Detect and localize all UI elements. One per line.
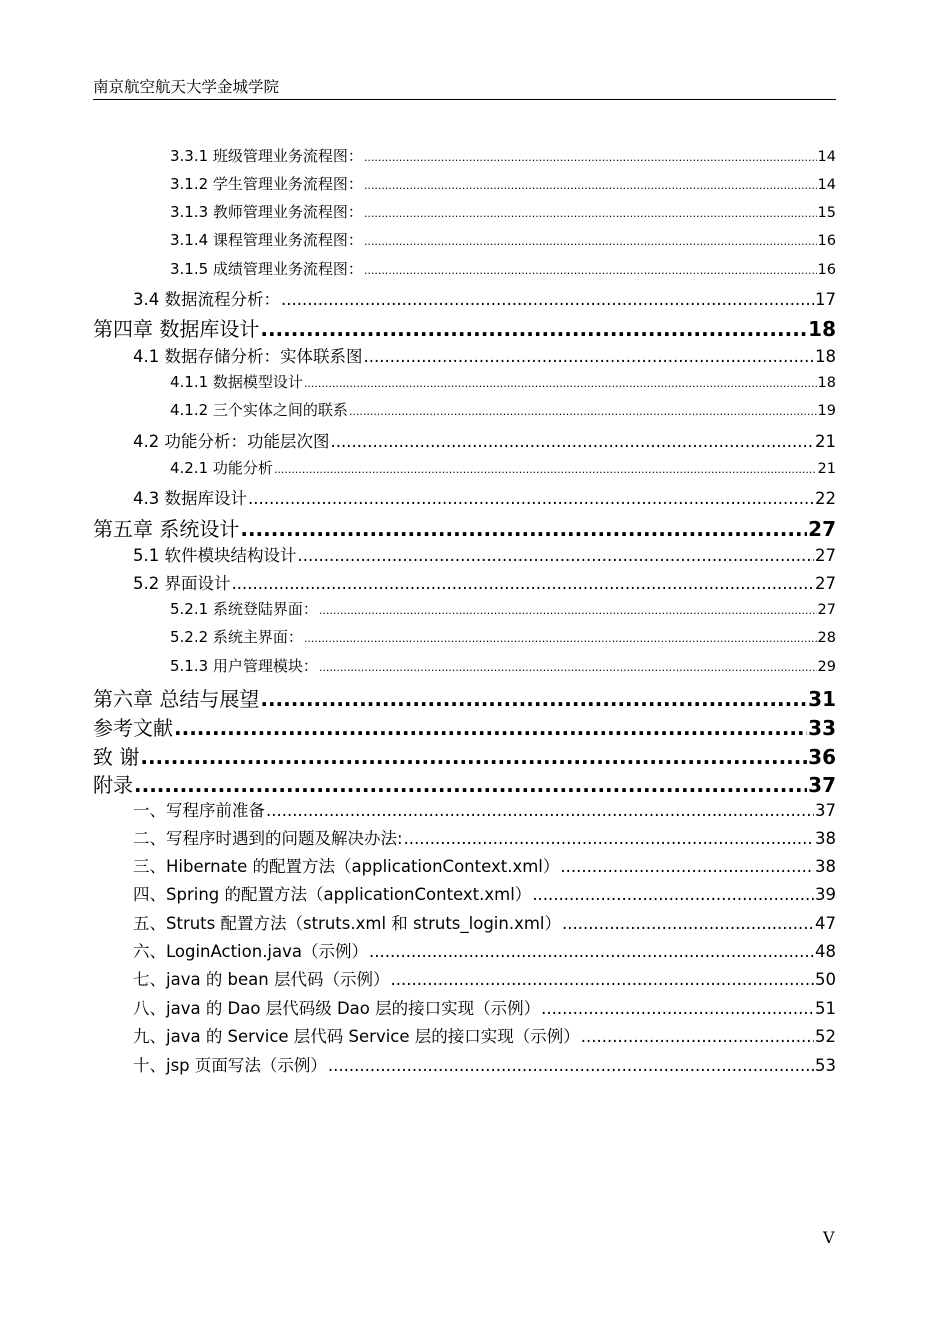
toc-entry[interactable]: [133, 995, 836, 1019]
toc-leader-dots: [274, 463, 817, 476]
toc-entry-label: 六、LoginAction.java（示例）: [133, 942, 369, 961]
toc-entry-label: 致 谢: [93, 745, 140, 769]
toc-entry-label: 3.1.5 成绩管理业务流程图：: [170, 260, 363, 278]
toc-entry-page: 48: [815, 942, 836, 961]
toc-entry[interactable]: [133, 570, 836, 594]
toc-entry-page: 29: [817, 659, 836, 675]
toc-leader-dots: [369, 942, 814, 961]
toc-entry[interactable]: [170, 655, 836, 676]
toc-entry-page: 27: [815, 574, 836, 593]
toc-entry[interactable]: [93, 769, 836, 798]
toc-entry-page: 18: [817, 375, 836, 391]
toc-entry-label: 4.2.1 功能分析: [170, 459, 273, 477]
toc-leader-dots: [364, 207, 817, 220]
toc-entry-page: 38: [815, 857, 836, 876]
toc-entry[interactable]: [133, 938, 836, 962]
toc-entry-label: 4.1.1 数据模型设计: [170, 373, 303, 391]
toc-entry-label: 八、java 的 Dao 层代码级 Dao 层的接口实现（示例）: [133, 999, 541, 1018]
toc-entry-page: 21: [817, 461, 836, 477]
toc-entry-page: 51: [815, 999, 836, 1018]
toc-entry[interactable]: [93, 712, 836, 741]
toc-entry-label: 九、java 的 Service 层代码 Service 层的接口实现（示例）: [133, 1027, 580, 1046]
toc-entry-page: 19: [817, 403, 836, 419]
toc-entry-page: 33: [808, 716, 836, 740]
toc-entry[interactable]: [170, 201, 836, 222]
toc-entry-page: 31: [808, 687, 836, 711]
toc-leader-dots: [304, 632, 817, 645]
toc-entry[interactable]: [133, 797, 836, 821]
toc-entry-label: 5.2 界面设计: [133, 574, 231, 593]
toc-entry-page: 15: [817, 205, 836, 221]
toc-entry[interactable]: [170, 229, 836, 250]
toc-entry[interactable]: [133, 853, 836, 877]
toc-entry[interactable]: [93, 513, 836, 542]
toc-entry-label: 4.1.2 三个实体之间的联系: [170, 401, 348, 419]
toc-entry[interactable]: [170, 173, 836, 194]
toc-leader-dots: [281, 290, 814, 309]
toc-entry-page: 37: [815, 801, 836, 820]
toc-entry[interactable]: [133, 1052, 836, 1076]
toc-entry-label: 七、java 的 bean 层代码（示例）: [133, 970, 390, 989]
toc-leader-dots: [174, 716, 807, 740]
toc-leader-dots: [232, 574, 815, 593]
toc-entry-label: 4.2 功能分析：功能层次图: [133, 432, 330, 451]
toc-entry[interactable]: [170, 598, 836, 619]
toc-leader-dots: [248, 489, 814, 508]
toc-entry-label: 3.1.3 教师管理业务流程图：: [170, 203, 363, 221]
toc-entry[interactable]: [133, 966, 836, 990]
toc-leader-dots: [260, 687, 807, 711]
toc-leader-dots: [328, 1056, 814, 1075]
toc-leader-dots: [391, 970, 815, 989]
toc-entry-label: 3.1.2 学生管理业务流程图：: [170, 175, 363, 193]
toc-entry-label: 3.4 数据流程分析：: [133, 290, 280, 309]
toc-entry-page: 18: [808, 317, 836, 341]
toc-entry[interactable]: [133, 881, 836, 905]
toc-leader-dots: [364, 347, 815, 366]
toc-leader-dots: [134, 773, 807, 797]
toc-leader-dots: [349, 405, 817, 418]
toc-leader-dots: [560, 857, 814, 876]
toc-leader-dots: [319, 604, 817, 617]
toc-entry[interactable]: [133, 542, 836, 566]
toc-entry-label: 第四章 数据库设计: [93, 317, 260, 341]
toc-leader-dots: [364, 264, 817, 277]
toc-entry-page: 27: [808, 517, 836, 541]
toc-entry[interactable]: [170, 145, 836, 166]
toc-entry-label: 5.1 软件模块结构设计: [133, 546, 297, 565]
toc-entry[interactable]: [170, 457, 836, 478]
toc-entry[interactable]: [133, 343, 836, 367]
toc-entry-page: 52: [815, 1027, 836, 1046]
toc-entry-page: 14: [817, 149, 836, 165]
toc-entry-page: 16: [817, 262, 836, 278]
toc-entry-page: 36: [808, 745, 836, 769]
toc-entry-page: 27: [815, 546, 836, 565]
toc-leader-dots: [364, 151, 817, 164]
toc-entry-page: 47: [815, 914, 836, 933]
toc-entry-label: 十、jsp 页面写法（示例）: [133, 1056, 327, 1075]
toc-entry-page: 18: [815, 347, 836, 366]
toc-entry-page: 17: [815, 290, 836, 309]
toc-entry-label: 第六章 总结与展望: [93, 687, 260, 711]
toc-entry[interactable]: [170, 258, 836, 279]
toc-entry-label: 3.1.4 课程管理业务流程图：: [170, 231, 363, 249]
toc-leader-dots: [331, 432, 815, 451]
toc-entry-label: 一、写程序前准备: [133, 801, 265, 820]
toc-leader-dots: [140, 745, 807, 769]
toc-leader-dots: [404, 829, 814, 848]
toc-leader-dots: [581, 1027, 814, 1046]
page-number: V: [823, 1228, 835, 1247]
toc-entry-page: 28: [817, 630, 836, 646]
toc-entry-label: 附录: [93, 773, 133, 797]
toc-entry[interactable]: [133, 485, 836, 509]
toc-entry[interactable]: [170, 371, 836, 392]
toc-entry[interactable]: [93, 683, 836, 712]
toc-entry-page: 38: [815, 829, 836, 848]
toc-leader-dots: [364, 235, 817, 248]
toc-entry-page: 53: [815, 1056, 836, 1075]
toc-leader-dots: [240, 517, 807, 541]
toc-leader-dots: [541, 999, 814, 1018]
toc-entry[interactable]: [93, 741, 836, 770]
toc-leader-dots: [304, 377, 817, 390]
toc-entry-page: 39: [815, 885, 836, 904]
toc-leader-dots: [319, 661, 817, 674]
toc-entry[interactable]: [133, 1023, 836, 1047]
toc-entry-label: 参考文献: [93, 716, 173, 740]
toc-leader-dots: [266, 801, 814, 820]
toc-entry-label: 5.1.3 用户管理模块：: [170, 657, 318, 675]
toc-leader-dots: [260, 317, 807, 341]
toc-entry-label: 4.3 数据库设计: [133, 489, 247, 508]
toc-entry-label: 第五章 系统设计: [93, 517, 240, 541]
toc-entry-label: 五、Struts 配置方法（struts.xml 和 struts_login.xml）: [133, 914, 562, 933]
toc-entry-label: 4.1 数据存储分析：实体联系图: [133, 347, 363, 366]
toc-leader-dots: [364, 179, 817, 192]
toc-entry[interactable]: [133, 286, 836, 310]
toc-entry-page: 27: [817, 602, 836, 618]
toc-entry-label: 四、Spring 的配置方法（applicationContext.xml）: [133, 885, 532, 904]
toc-entry-label: 3.3.1 班级管理业务流程图：: [170, 147, 363, 165]
toc-entry[interactable]: [133, 428, 836, 452]
toc-leader-dots: [532, 885, 814, 904]
toc-entry-label: 5.2.2 系统主界面：: [170, 628, 303, 646]
toc-entry-label: 二、写程序时遇到的问题及解决办法:: [133, 829, 403, 848]
toc-entry[interactable]: [133, 825, 836, 849]
toc-entry[interactable]: [133, 910, 836, 934]
toc-entry-label: 三、Hibernate 的配置方法（applicationContext.xml）: [133, 857, 560, 876]
toc-entry[interactable]: [170, 399, 836, 420]
toc-entry[interactable]: [93, 313, 836, 342]
toc-leader-dots: [562, 914, 814, 933]
running-header: 南京航空航天大学金城学院: [93, 78, 280, 96]
toc-entry-page: 16: [817, 233, 836, 249]
toc-entry-page: 50: [815, 970, 836, 989]
toc-entry-page: 22: [815, 489, 836, 508]
toc-entry-label: 5.2.1 系统登陆界面：: [170, 600, 318, 618]
toc-leader-dots: [298, 546, 815, 565]
toc-entry-page: 14: [817, 177, 836, 193]
toc-entry-page: 21: [815, 432, 836, 451]
toc-entry[interactable]: [170, 626, 836, 647]
toc-entry-page: 37: [808, 773, 836, 797]
